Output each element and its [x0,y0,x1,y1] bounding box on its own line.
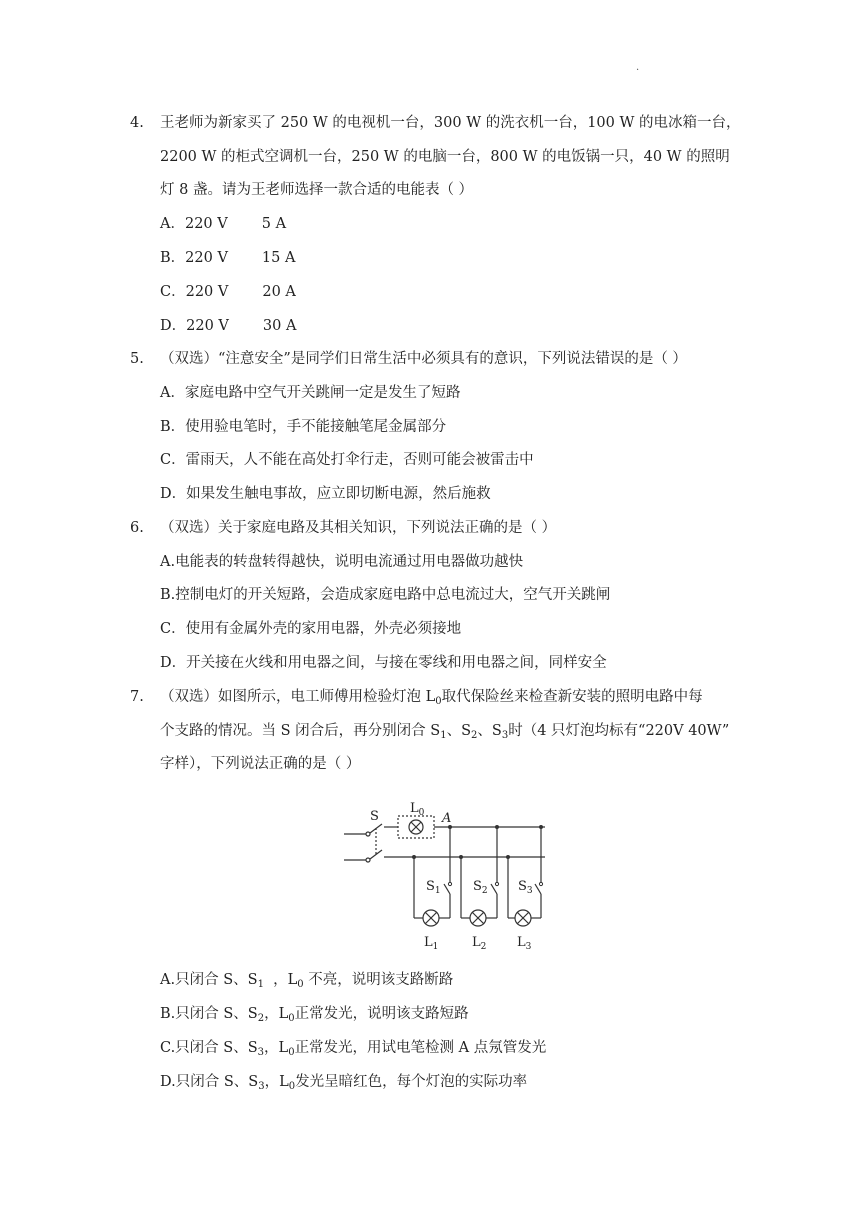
option-text: B.只闭合 S、S [160,1006,258,1022]
stem-text: 个支路的情况。当 S 闭合后，再分别闭合 S [160,723,441,739]
option-text: A.只闭合 S、S [160,972,258,988]
option-voltage: 220 V [186,318,229,334]
subscript: 0 [288,1013,295,1024]
question-number: 5. [130,351,144,367]
option-a[interactable]: A.电能表的转盘转得越快，说明电流通过用电器做功越快 [160,554,524,570]
subscript: 0 [288,1047,295,1058]
label-s1: $S_1$ [426,879,441,896]
stem-text: 时（4 只灯泡均标有“220V 40W” [508,723,730,739]
option-c[interactable] [160,282,296,302]
subscript: 3 [257,1047,265,1058]
option-text: D.只闭合 S、S [160,1074,259,1090]
option-voltage: 220 V [185,284,229,300]
option-current: 15 A [261,250,296,266]
subscript: 1 [257,979,264,990]
option-d[interactable]: D．开关接在火线和用电器之间，与接在零线和用电器之间，同样安全 [160,655,607,671]
subscript: 2 [471,730,478,741]
label-l2: $L_2$ [472,935,487,952]
option-current: 20 A [262,284,296,300]
option-a[interactable] [160,970,453,995]
question-number: 6. [130,520,144,536]
label-a: A [442,811,452,826]
option-current: 30 A [262,318,297,334]
option-c[interactable]: C．雷雨天，人不能在高处打伞行走，否则可能会被雷击中 [160,452,534,468]
option-text: 正常发光，说明该支路短路 [294,1006,469,1022]
label-s: S [370,809,379,824]
option-label: A． [160,216,185,232]
option-d[interactable] [160,1072,527,1097]
subscript: 0 [288,1081,296,1092]
stem-text: 取代保险丝来检查新安装的照明电路中每 [441,689,703,705]
option-b[interactable]: B．使用验电笔时，手不能接触笔尾金属部分 [160,419,447,435]
option-b[interactable] [160,248,295,268]
label-l1: $L_1$ [424,935,439,952]
option-current: 5 A [261,216,287,232]
circuit-diagram [340,798,560,958]
question-text-line: 2200 W 的柜式空调机一台，250 W 的电脑一台，800 W 的电饭锅一只，40 W 的照明 [160,149,730,165]
question-stem: （双选）“注意安全”是同学们日常生活中必须具有的意识，下列说法错误的是（ ） [160,351,687,367]
option-b[interactable] [160,1004,469,1029]
option-text: ，L [264,1074,289,1090]
stem-text: 、S [446,723,472,739]
option-d[interactable]: D．如果发生触电事故，应立即切断电源，然后施救 [160,486,491,502]
option-d[interactable] [160,316,296,336]
page-dot: . [636,62,640,73]
subscript: 3 [258,1081,265,1092]
stem-text: 、S [477,723,502,739]
label-l3: $L_3$ [517,935,532,952]
option-voltage: 220 V [185,250,228,266]
question-stem-line [160,687,703,712]
option-voltage: 220 V [184,216,228,232]
option-label: D． [160,318,187,334]
question-text-line: 王老师为新家买了 250 W 的电视机一台，300 W 的洗衣机一台，100 W 的电冰箱一台， [160,115,741,131]
option-text: 正常发光，用试电笔检测 A 点氖管发光 [294,1040,547,1056]
option-text: ，L [273,972,298,988]
option-text: ，L [264,1006,289,1022]
option-label: B． [160,250,186,266]
subscript: 3 [501,730,509,741]
question-stem-line [160,721,729,746]
question-stem: （双选）关于家庭电路及其相关知识，下列说法正确的是（ ） [160,520,557,536]
stem-text: （双选）如图所示，电工师傅用检验灯泡 L [160,689,436,705]
subscript: 0 [435,696,442,707]
option-text: ，L [264,1040,289,1056]
option-text: C.只闭合 S、S [160,1040,258,1056]
option-text [264,972,273,988]
subscript: 2 [257,1013,265,1024]
label-s3: $S_3$ [518,879,533,896]
label-l0: $L_0$ [410,801,425,818]
subscript: 0 [297,979,304,990]
question-stem-line: 字样），下列说法正确的是（ ） [160,756,361,772]
option-b[interactable]: B.控制电灯的开关短路，会造成家庭电路中总电流过大，空气开关跳闸 [160,587,611,603]
option-text: 不亮，说明该支路断路 [303,972,454,988]
option-c[interactable]: C．使用有金属外壳的家用电器，外壳必须接地 [160,621,462,637]
option-c[interactable] [160,1038,546,1063]
subscript: 1 [440,730,447,741]
option-text: 发光呈暗红色，每个灯泡的实际功率 [295,1074,528,1090]
option-label: C． [160,284,186,300]
question-number: 7. [130,689,144,705]
question-number: 4. [130,115,144,131]
option-a[interactable] [160,214,286,234]
option-a[interactable]: A．家庭电路中空气开关跳闸一定是发生了短路 [160,385,461,401]
label-s2: $S_2$ [473,879,488,896]
question-text-line: 灯 8 盏。请为王老师选择一款合适的电能表（ ） [160,182,474,198]
